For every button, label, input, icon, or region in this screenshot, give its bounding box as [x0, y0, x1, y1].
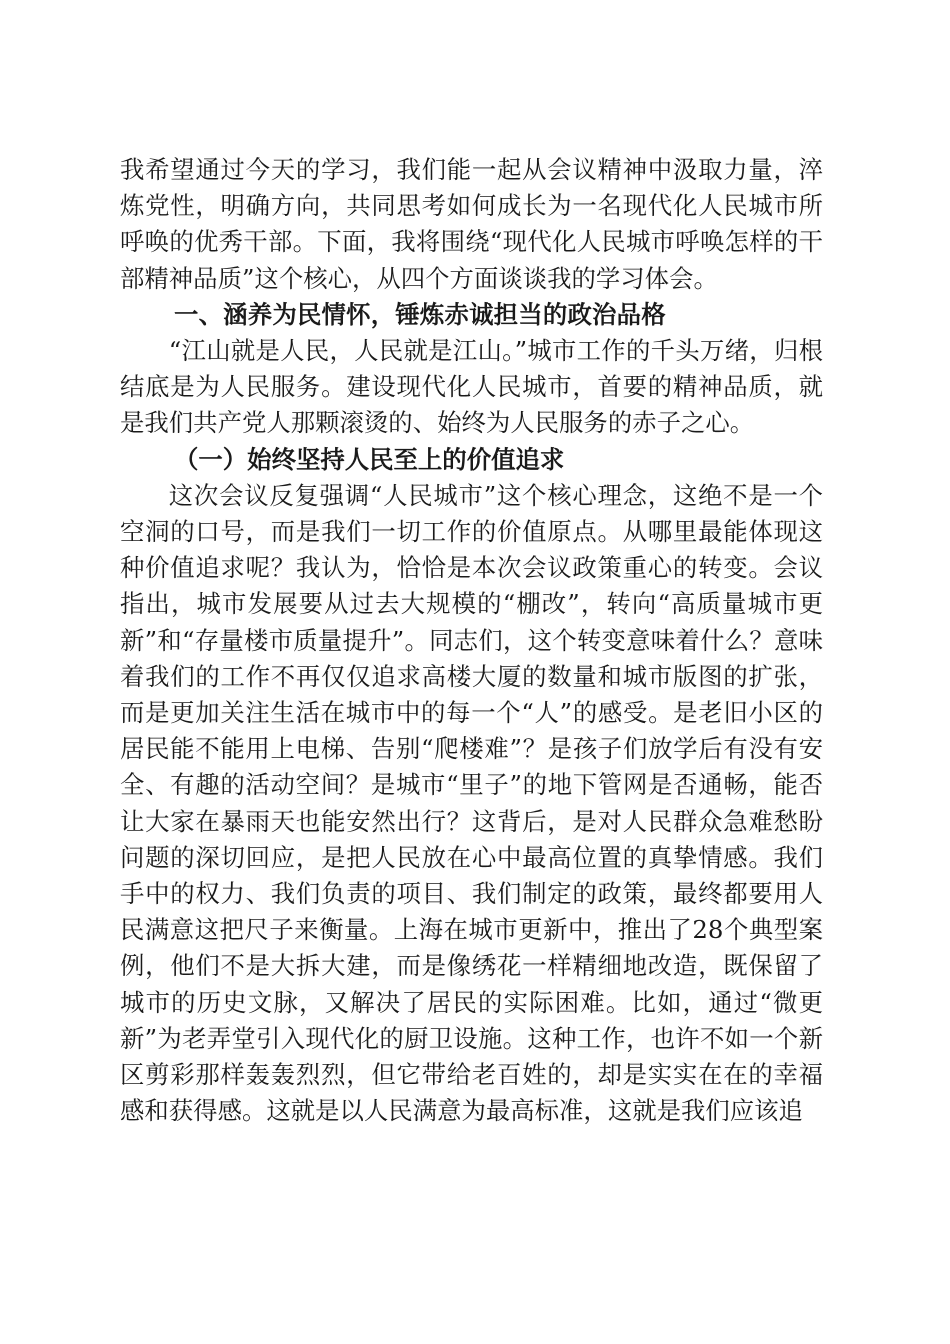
subsection-heading: （一）始终坚持人民至上的价值追求	[174, 444, 565, 474]
body-paragraph: 这次会议反复强调“人民城市”这个核心理念，这绝不是一个空洞的口号，而是我们一切工作的价值原点。从哪里最能体现这种价值追求呢？我认为，恰恰是本次会议政策重心的转变。会议指出，城市发展要从过去大规模的“棚改”，转向“高质量城市更新”和“存量楼市质量提升”。同志们，这个转变意味着什么？意味着我们的工作不再仅仅追求高楼大厦的数量和城市版图的扩张，而是更加关注生活在城市中的每一个“人”的感受。是老旧小区的居民能不能用上电梯、告别“爬楼难”？是孩子们放学后有没有安全、有趣的活动空间？是城市“里子”的地下管网是否通畅，能否让大家在暴雨天也能安然出行？这背后，是对人民群众急难愁盼问题的深切回应，是把人民放在心中最高位置的真挚情感。我们手中的权力、我们负责的项目、我们制定的政策，最终都要用人民满意这把尺子来衡量。上海在城市更新中，推出了28个典型案例，他们不是大拆大建，而是像绣花一样精细地改造，既保留了城市的历史文脉，又解决了居民的实际困难。比如，通过“微更新”为老弄堂引入现代化的厨卫设施。这种工作，也许不如一个新区剪彩那样轰轰烈烈，但它带给老百姓的，却是实实在在的幸福感和获得感。这就是以人民满意为最高标准，这就是我们应该追	[120, 480, 823, 1126]
document-body	[120, 152, 823, 1129]
body-paragraph: “江山就是人民，人民就是江山。”城市工作的千头万绪，归根结底是为人民服务。建设现代化人民城市，首要的精神品质，就是我们共产党人那颗滚烫的、始终为人民服务的赤子之心。	[120, 336, 823, 438]
body-paragraph: 我希望通过今天的学习，我们能一起从会议精神中汲取力量，淬炼党性，明确方向，共同思考如何成长为一名现代化人民城市所呼唤的优秀干部。下面，我将围绕“现代化人民城市呼唤怎样的干部精神品质”这个核心，从四个方面谈谈我的学习体会。	[120, 155, 823, 293]
section-heading: 一、涵养为民情怀，锤炼赤诚担当的政治品格	[174, 299, 666, 329]
